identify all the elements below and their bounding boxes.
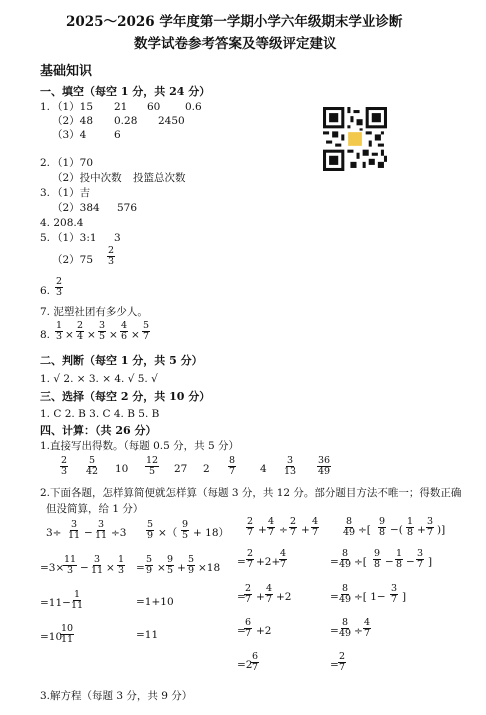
c2-a4-frac [60, 624, 74, 645]
q6-number: 6. [40, 285, 51, 297]
c2-a1-suffix: ÷3 [111, 527, 127, 539]
numerator: 10 [61, 623, 74, 634]
c2-b2-eq: = [136, 562, 145, 574]
c2-c3-suffix: +2 [276, 591, 292, 603]
q1-row2-c: 2450 [158, 115, 185, 127]
denominator: 8 [374, 559, 381, 570]
q8-fraction-1 [55, 321, 63, 342]
denominator: 7 [391, 594, 398, 605]
denominator: 3 [118, 565, 125, 576]
q1-row1-b: 21 [114, 101, 128, 113]
numerator: 9 [379, 516, 386, 527]
denominator: 7 [245, 628, 252, 639]
c2-a1-frac-2 [94, 520, 108, 541]
c2-d1-frac-1 [342, 517, 356, 538]
denominator: 11 [95, 530, 108, 541]
denominator: 7 [229, 466, 236, 477]
q8-op-3: × [109, 329, 118, 341]
numerator: 3 [417, 548, 424, 559]
c2-a3-prefix: =11− [40, 597, 71, 609]
c2-b3: =1+10 [136, 596, 174, 608]
c2-c5-frac [251, 652, 259, 673]
c2-c1-op-2: ÷ [279, 524, 288, 536]
calc2-label-line-2: 但没简算，给 1 分） [46, 503, 144, 515]
calc-header: 四、计算：（共 26 分） [40, 424, 157, 437]
numerator: 1 [56, 320, 63, 331]
numerator: 4 [312, 516, 319, 527]
numerator: 8 [342, 548, 349, 559]
c2-b2-suffix: ×18 [198, 562, 221, 574]
q2-row2-b: 投篮总次数 [133, 172, 186, 184]
denominator: 11 [91, 565, 104, 576]
q1-number: 1. [40, 101, 51, 113]
numerator: 11 [64, 554, 77, 565]
c2-a2-prefix: =3× [40, 562, 65, 574]
numerator: 3 [98, 519, 105, 530]
q1-row2-b: 0.28 [114, 115, 138, 127]
c2-a3-frac [70, 590, 84, 611]
q4-answer: 4. 208.4 [40, 217, 84, 229]
numerator: 4 [280, 548, 287, 559]
c2-b2-frac-1 [145, 555, 153, 576]
calc1-item-8: 4 [260, 463, 267, 475]
c2-d1-a: ÷[ [358, 524, 371, 536]
c2-a2-frac-1 [63, 555, 77, 576]
numerator: 5 [188, 554, 195, 565]
q6-fraction [55, 277, 63, 298]
c2-c3-eq: = [237, 591, 246, 603]
denominator: 9 [188, 565, 195, 576]
numerator: 2 [61, 455, 68, 466]
c2-a4-prefix: =10 [40, 631, 63, 643]
numerator: 2 [56, 276, 63, 287]
denominator: 3 [56, 331, 63, 342]
numerator: 8 [342, 583, 349, 594]
calc1-item-4 [145, 456, 159, 477]
denominator: 49 [339, 559, 352, 570]
c2-c2-frac-1 [246, 549, 254, 570]
c2-c4-eq: = [237, 625, 246, 637]
denominator: 8 [379, 527, 386, 538]
denominator: 49 [339, 628, 352, 639]
calc1-item-10 [317, 456, 331, 477]
numerator: 8 [229, 455, 236, 466]
denominator: 7 [290, 527, 297, 538]
numerator: 4 [364, 617, 371, 628]
denominator: 7 [268, 527, 275, 538]
q8-fraction-2 [76, 321, 84, 342]
denominator: 7 [427, 527, 434, 538]
c2-d3-frac-1 [338, 584, 352, 605]
c2-a2-frac-3 [117, 555, 125, 576]
q8-op-1: × [65, 329, 74, 341]
c2-c1-frac-2 [267, 517, 275, 538]
c2-c2-mid: +2+ [256, 556, 281, 568]
c2-d2-frac-3 [395, 549, 403, 570]
q1-row1-c: 60 [147, 101, 161, 113]
q8-op-2: × [87, 329, 96, 341]
calc1-label: 1.直接写出得数。（每题 0.5 分，共 5 分） [40, 440, 239, 452]
denominator: 5 [99, 331, 106, 342]
denominator: 49 [318, 466, 331, 477]
denominator: 7 [247, 527, 254, 538]
numerator: 9 [167, 554, 174, 565]
c2-d2-frac-4 [416, 549, 424, 570]
numerator: 3 [94, 554, 101, 565]
denominator: 7 [266, 594, 273, 605]
c2-d3-c: ] [402, 591, 407, 603]
numerator: 5 [89, 455, 96, 466]
numerator: 1 [407, 516, 414, 527]
c2-d4-op: ÷ [354, 625, 363, 637]
denominator: 7 [339, 662, 346, 673]
numerator: 1 [118, 554, 125, 565]
c2-b2-frac-3 [187, 555, 195, 576]
q5-fraction [107, 246, 115, 267]
calc1-item-1 [60, 456, 68, 477]
c2-c3-frac-2 [265, 584, 273, 605]
c2-c2-eq: = [237, 556, 246, 568]
denominator: 8 [407, 527, 414, 538]
c2-c1-op-1: + [258, 524, 267, 536]
c2-c5-prefix: =2 [237, 659, 253, 671]
q8-fraction-3 [98, 321, 106, 342]
section-basic-knowledge: 基础知识 [40, 64, 93, 79]
q1-row2-a: （2）48 [52, 115, 94, 127]
c2-c3-frac-1 [244, 584, 252, 605]
numerator: 8 [346, 516, 353, 527]
numerator: 2 [339, 651, 346, 662]
c2-d2-b: ÷[ [354, 556, 367, 568]
c2-d2-frac-2 [373, 549, 381, 570]
denominator: 9 [147, 530, 154, 541]
c2-d2-e: ] [428, 556, 433, 568]
judge-answers: 1. √ 2. × 3. × 4. √ 5. √ [40, 373, 158, 385]
c2-b2-plus: + [177, 562, 186, 574]
q3-row2-b: 576 [117, 202, 138, 214]
c2-c2-frac-2 [279, 549, 287, 570]
c2-d1-c: + [417, 524, 426, 536]
q8-fraction-4 [120, 321, 128, 342]
c2-a2-minus: − [80, 562, 89, 574]
denominator: 3 [108, 256, 115, 267]
c2-d3-b: ÷[ 1− [354, 591, 386, 603]
q1-row1-d: 0.6 [185, 101, 202, 113]
judge-header: 二、判断（每空 1 分，共 5 分） [40, 354, 203, 367]
c2-d2-c: − [385, 556, 394, 568]
denominator: 7 [312, 527, 319, 538]
c2-d4-eq: = [330, 625, 339, 637]
denominator: 3 [67, 565, 74, 576]
c2-d3-frac-2 [390, 584, 398, 605]
c2-c3-plus: + [256, 591, 265, 603]
denominator: 5 [167, 565, 174, 576]
denominator: 3 [56, 287, 63, 298]
numerator: 2 [290, 516, 297, 527]
q7-answer: 7. 泥塑社团有多少人。 [40, 306, 148, 318]
q1-row3-b: 6 [114, 129, 121, 141]
c2-d1-frac-3 [406, 517, 414, 538]
numerator: 2 [108, 245, 115, 256]
numerator: 1 [396, 548, 403, 559]
calc2-label-line-1: 2.下面各题，怎样算简便就怎样算（每题 3 分，共 12 分。部分题目方法不唯一；得数正确 [40, 487, 462, 499]
numerator: 12 [146, 455, 159, 466]
numerator: 6 [245, 617, 252, 628]
c2-a1-prefix: 3÷ [46, 527, 62, 539]
c2-b1-frac-1 [146, 520, 154, 541]
calc3-label: 3.解方程（每题 3 分，共 9 分） [40, 690, 193, 702]
c2-c4-frac [244, 618, 252, 639]
calc1-item-2 [85, 456, 99, 477]
c2-b4: =11 [136, 629, 159, 641]
numerator: 3 [391, 583, 398, 594]
c2-c4-suffix: +2 [256, 625, 272, 637]
denominator: 11 [71, 600, 84, 611]
denominator: 49 [343, 527, 356, 538]
c2-d2-eq: = [330, 556, 339, 568]
c2-a1-minus: − [84, 527, 93, 539]
numerator: 4 [266, 583, 273, 594]
q2-row1: （1）70 [52, 157, 94, 169]
numerator: 2 [245, 583, 252, 594]
title-line-1: 2025～2026 学年度第一学期小学六年级期末学业诊断 [66, 14, 403, 30]
numerator: 2 [247, 516, 254, 527]
numerator: 5 [143, 320, 150, 331]
numerator: 36 [318, 455, 331, 466]
denominator: 9 [146, 565, 153, 576]
q5-number: 5. [40, 232, 51, 244]
q8-op-4: × [131, 329, 140, 341]
denominator: 6 [121, 331, 128, 342]
denominator: 7 [245, 594, 252, 605]
numerator: 4 [268, 516, 275, 527]
denominator: 11 [61, 634, 74, 645]
denominator: 5 [182, 530, 189, 541]
c2-d5-frac [338, 652, 346, 673]
numerator: 3 [71, 519, 78, 530]
c2-b1-frac-2 [181, 520, 189, 541]
numerator: 8 [342, 617, 349, 628]
denominator: 11 [68, 530, 81, 541]
numerator: 3 [99, 320, 106, 331]
q5-row1-a: （1）3:1 [52, 232, 97, 244]
c2-b1-open: ×（ [158, 527, 178, 539]
denominator: 8 [396, 559, 403, 570]
denominator: 7 [143, 331, 150, 342]
calc1-item-3: 10 [115, 463, 129, 475]
c2-d1-d: )] [437, 524, 446, 536]
c2-b2-times: × [157, 562, 166, 574]
c2-d3-eq: = [330, 591, 339, 603]
c2-c1-frac-3 [289, 517, 297, 538]
denominator: 4 [77, 331, 84, 342]
c2-c1-frac-4 [311, 517, 319, 538]
q1-row1-a: （1）15 [52, 101, 94, 113]
denominator: 7 [252, 662, 259, 673]
c2-b1-close: + 18） [193, 527, 229, 539]
denominator: 49 [339, 594, 352, 605]
numerator: 9 [374, 548, 381, 559]
numerator: 3 [427, 516, 434, 527]
denominator: 3 [61, 466, 68, 477]
calc1-item-5: 27 [174, 463, 188, 475]
q5-row2-a: （2）75 [52, 254, 94, 266]
c2-d2-frac-1 [338, 549, 352, 570]
q3-row2-a: （2）384 [52, 202, 100, 214]
c2-a2-frac-2 [90, 555, 104, 576]
q2-row2-a: （2）投中次数 [52, 172, 122, 184]
denominator: 7 [280, 559, 287, 570]
numerator: 2 [247, 548, 254, 559]
c2-d1-b: −( [390, 524, 403, 536]
q8-number: 8. [40, 329, 51, 341]
denominator: 13 [284, 466, 297, 477]
q2-number: 2. [40, 157, 51, 169]
numerator: 1 [74, 589, 81, 600]
denominator: 7 [247, 559, 254, 570]
c2-d4-frac-2 [363, 618, 371, 639]
q3-row1: （1）吉 [52, 187, 91, 199]
numerator: 5 [146, 554, 153, 565]
calc1-item-7 [228, 456, 236, 477]
numerator: 4 [121, 320, 128, 331]
q8-fraction-5 [142, 321, 150, 342]
fill-blank-header: 一、填空（每空 1 分，共 24 分） [40, 85, 211, 98]
calc1-item-9 [283, 456, 297, 477]
numerator: 6 [252, 651, 259, 662]
qr-code-image [323, 107, 387, 171]
c2-a2-times: × [106, 562, 115, 574]
calc1-item-6: 2 [203, 463, 210, 475]
c2-c1-frac-1 [246, 517, 254, 538]
c2-d2-d: − [406, 556, 415, 568]
title-line-2: 数学试卷参考答案及等级评定建议 [134, 36, 337, 52]
denominator: 7 [417, 559, 424, 570]
c2-d4-frac-1 [338, 618, 352, 639]
numerator: 5 [147, 519, 154, 530]
q3-number: 3. [40, 187, 51, 199]
c2-b2-frac-2 [166, 555, 174, 576]
denominator: 7 [364, 628, 371, 639]
c2-d1-frac-2 [378, 517, 386, 538]
choice-answers: 1. C 2. B 3. C 4. B 5. B [40, 408, 160, 420]
choice-header: 三、选择（每空 2 分，共 10 分） [40, 390, 211, 403]
numerator: 9 [182, 519, 189, 530]
c2-d5-eq: = [330, 659, 339, 671]
denominator: 42 [86, 466, 99, 477]
c2-c1-op-3: + [301, 524, 310, 536]
c2-d1-frac-4 [426, 517, 434, 538]
q5-row1-b: 3 [114, 232, 121, 244]
numerator: 3 [287, 455, 294, 466]
denominator: 5 [149, 466, 156, 477]
numerator: 2 [77, 320, 84, 331]
c2-a1-frac-1 [67, 520, 81, 541]
q1-row3-a: （3）4 [52, 129, 87, 141]
